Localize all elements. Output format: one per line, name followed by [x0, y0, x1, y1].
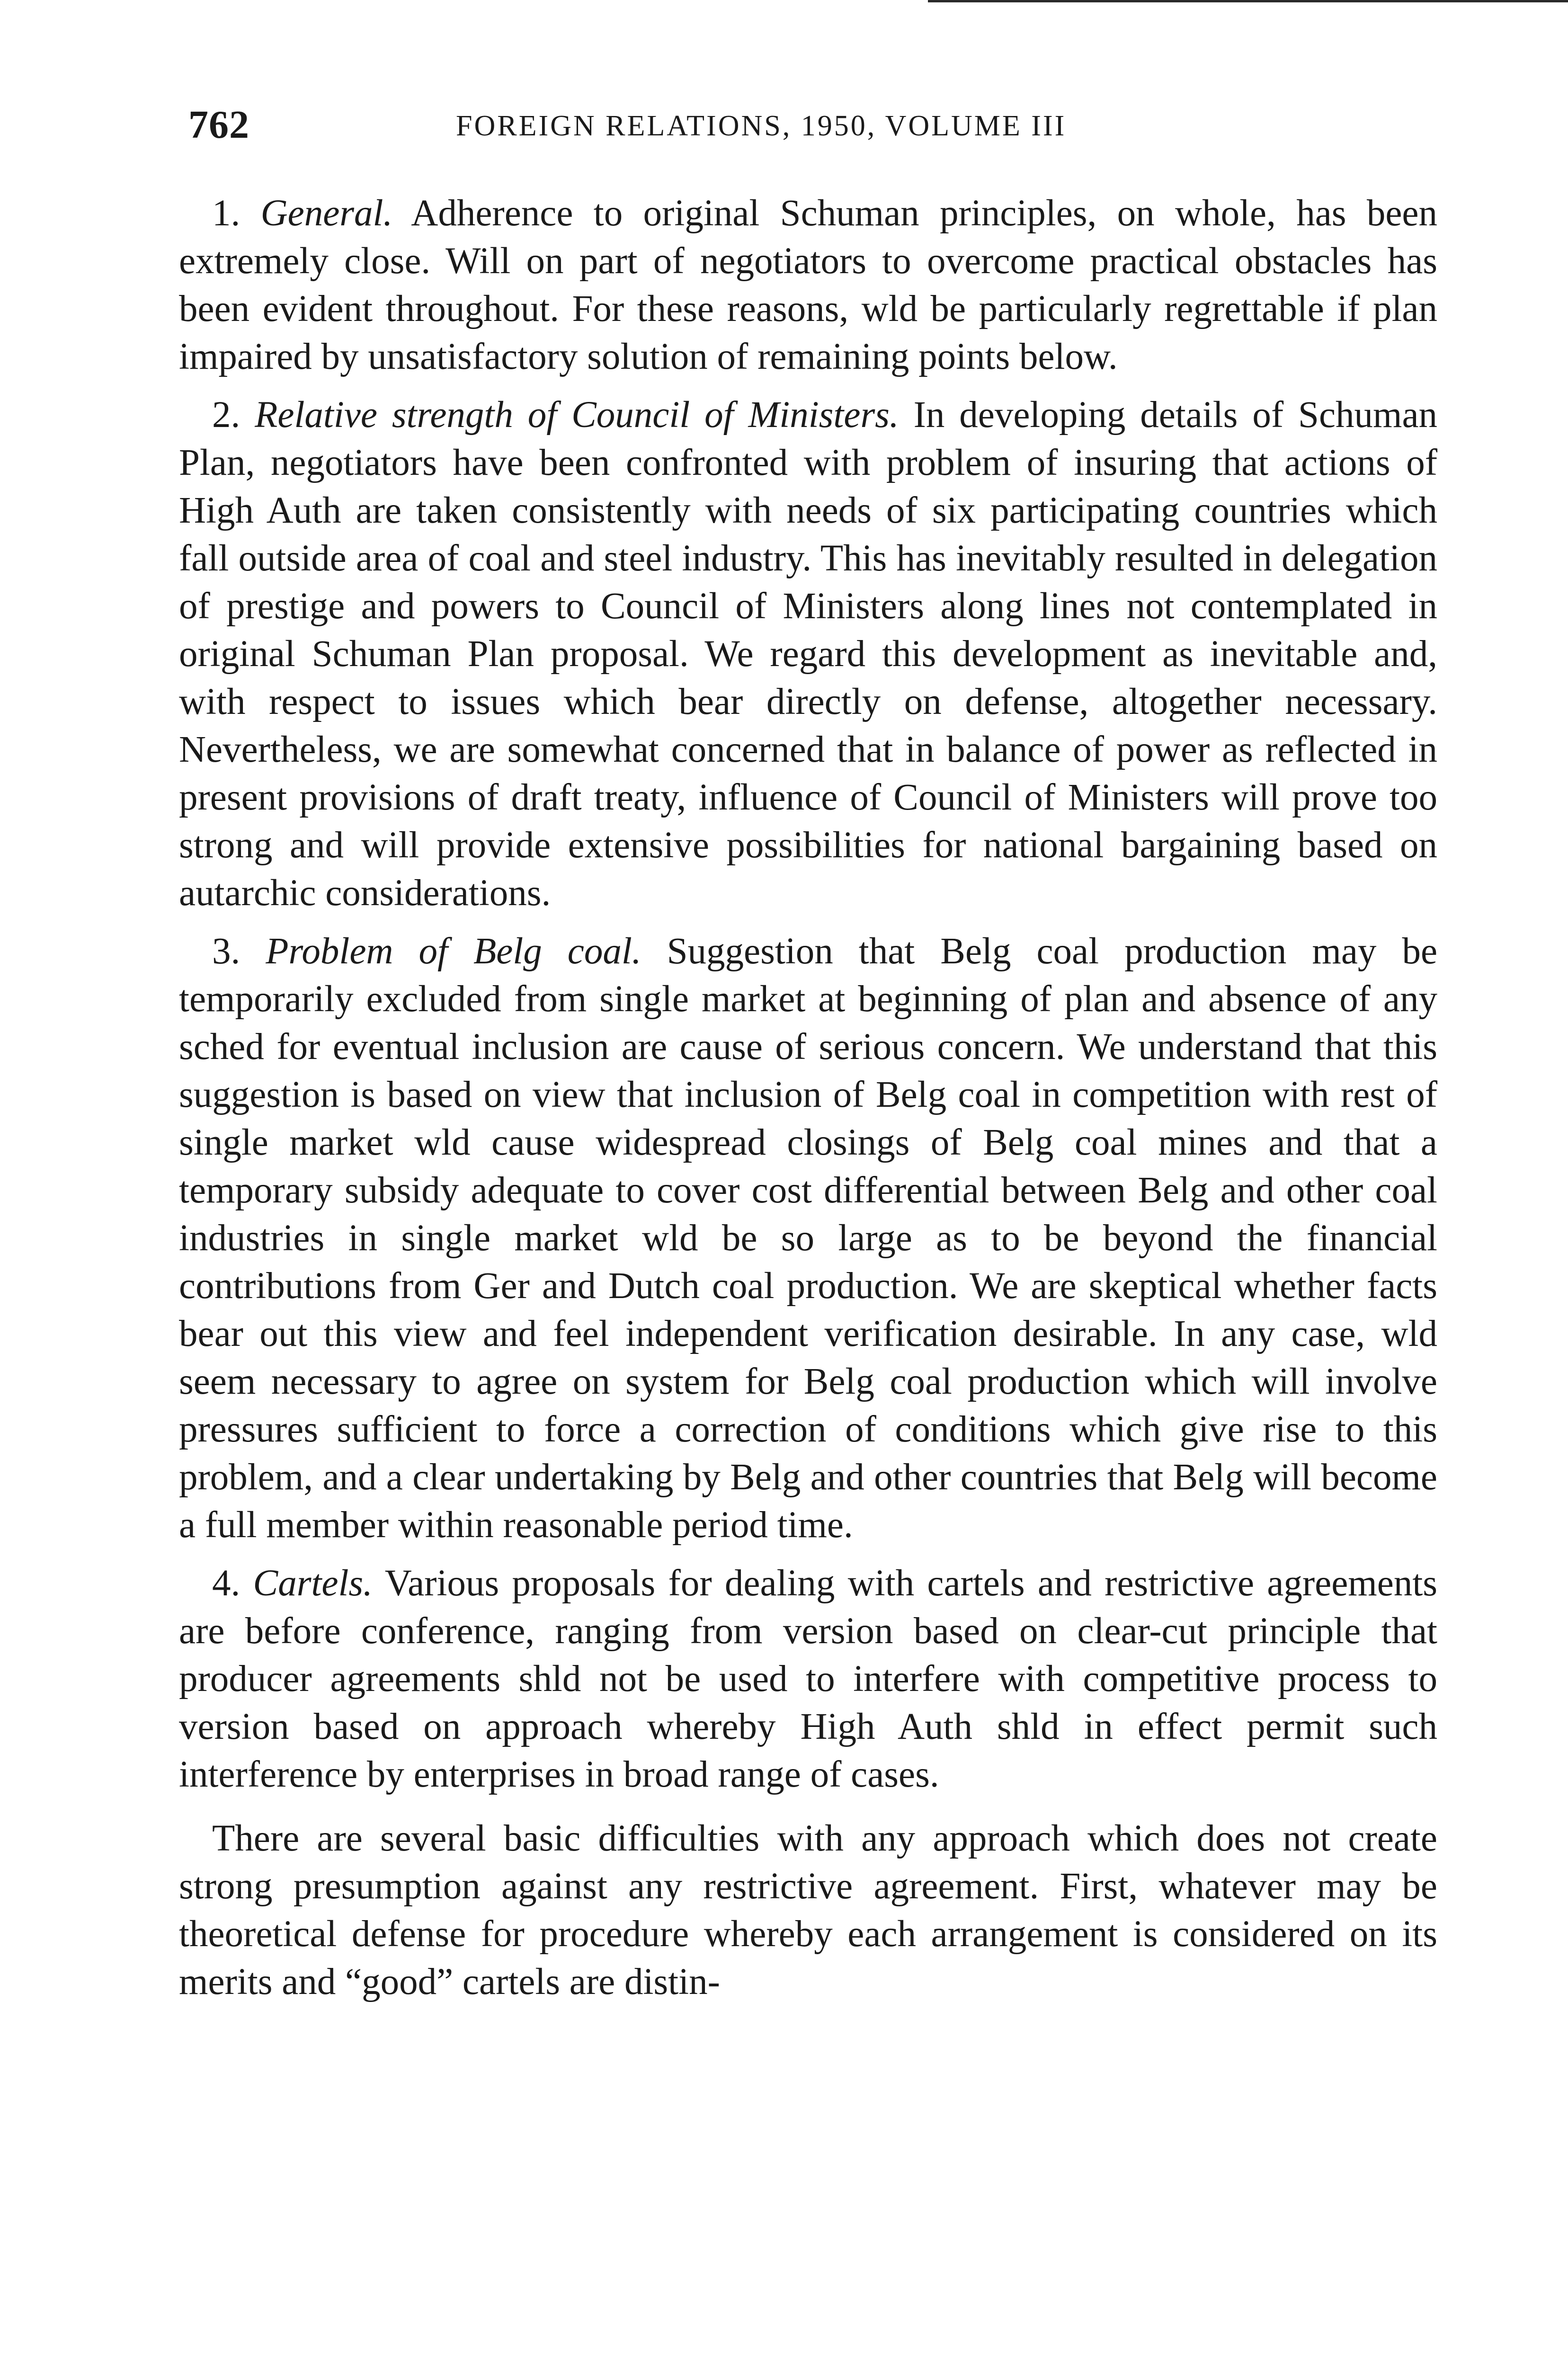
body-text	[179, 189, 1437, 2016]
paragraph-number: 1.	[212, 193, 241, 234]
paragraph-text: Suggestion that Belg coal production may be temporarily excluded from single market at beginning of plan and absence of any sched for eventual inclusion are cause of serious concern. We understand that this suggestion is based on view that inclusion of Belg coal in competition with rest of single market wld cause widespread closings of Belg coal mines and that a temporary subsidy adequate to cover cost differential between Belg and other coal industries in single market wld be so large as to be beyond the financial contributions from Ger and Dutch coal production. We are skeptical whether facts bear out this view and feel independent verification desirable. In any case, wld seem necessary to agree on system for Belg coal production which will involve pressures sufficient to force a correction of conditions which give rise to this problem, and a clear undertaking by Belg and other countries that Belg will become a full member within reasonable period time.	[179, 931, 1438, 1546]
paragraph-number: 3.	[212, 931, 241, 972]
paragraph-heading: Relative strength of Council of Ministers.	[255, 394, 899, 436]
paragraph-cartels	[179, 1559, 1437, 1798]
paragraph-text: In developing details of Schuman Plan, negotiators have been confronted with problem of insuring that actions of High Auth are taken consistently with needs of six participating countries which fall outside area of coal and steel industry. This has inevitably resulted in delegation of prestige and powers to Council of Ministers along lines not contemplated in original Schuman Plan proposal. We regard this development as inevitable and, with respect to issues which bear directly on defense, altogether necessary. Nevertheless, we are somewhat concerned that in balance of power as reflected in present provisions of draft treaty, influence of Council of Ministers will prove too strong and will provide extensive possibilities for national bargaining based on autarchic considerations.	[179, 394, 1438, 914]
running-header	[188, 102, 1244, 154]
running-title: FOREIGN RELATIONS, 1950, VOLUME III	[456, 110, 1067, 142]
paragraph-general	[179, 189, 1437, 381]
paragraph-difficulties	[179, 1815, 1437, 2006]
paragraph-text: Adherence to original Schuman principles, on whole, has been extremely close. Will on part of negotiators to overcome practical obstacles has been evident throughout. For these reasons, wld be particularly regrettable if plan impaired by unsatisfactory solution of remaining points below.	[179, 193, 1437, 377]
page-number: 762	[188, 103, 249, 147]
paragraph-text: Various proposals for dealing with cartels and restrictive agreements are before conference, ranging from version based on clear-cut principle that producer agreements shld not be used to interfere with competitive process to version based on approach whereby High Auth shld in effect permit such interference by enterprises in broad range of cases.	[179, 1563, 1438, 1795]
paragraph-council-of-ministers	[179, 391, 1437, 917]
paragraph-belg-coal	[179, 927, 1437, 1549]
paragraph-heading: Problem of Belg coal.	[266, 931, 641, 972]
paragraph-heading: General.	[260, 193, 393, 234]
paragraph-number: 4.	[212, 1563, 241, 1604]
paragraph-heading: Cartels.	[253, 1563, 373, 1604]
paragraph-number: 2.	[212, 394, 241, 436]
paragraph-text: There are several basic difficulties with any approach which does not create strong presumption against any restrictive agreement. First, whatever may be theoretical defense for procedure whereby each arrangement is considered on its merits and “good” cartels are distin-	[179, 1818, 1437, 2002]
scan-edge-line	[928, 0, 1568, 2]
